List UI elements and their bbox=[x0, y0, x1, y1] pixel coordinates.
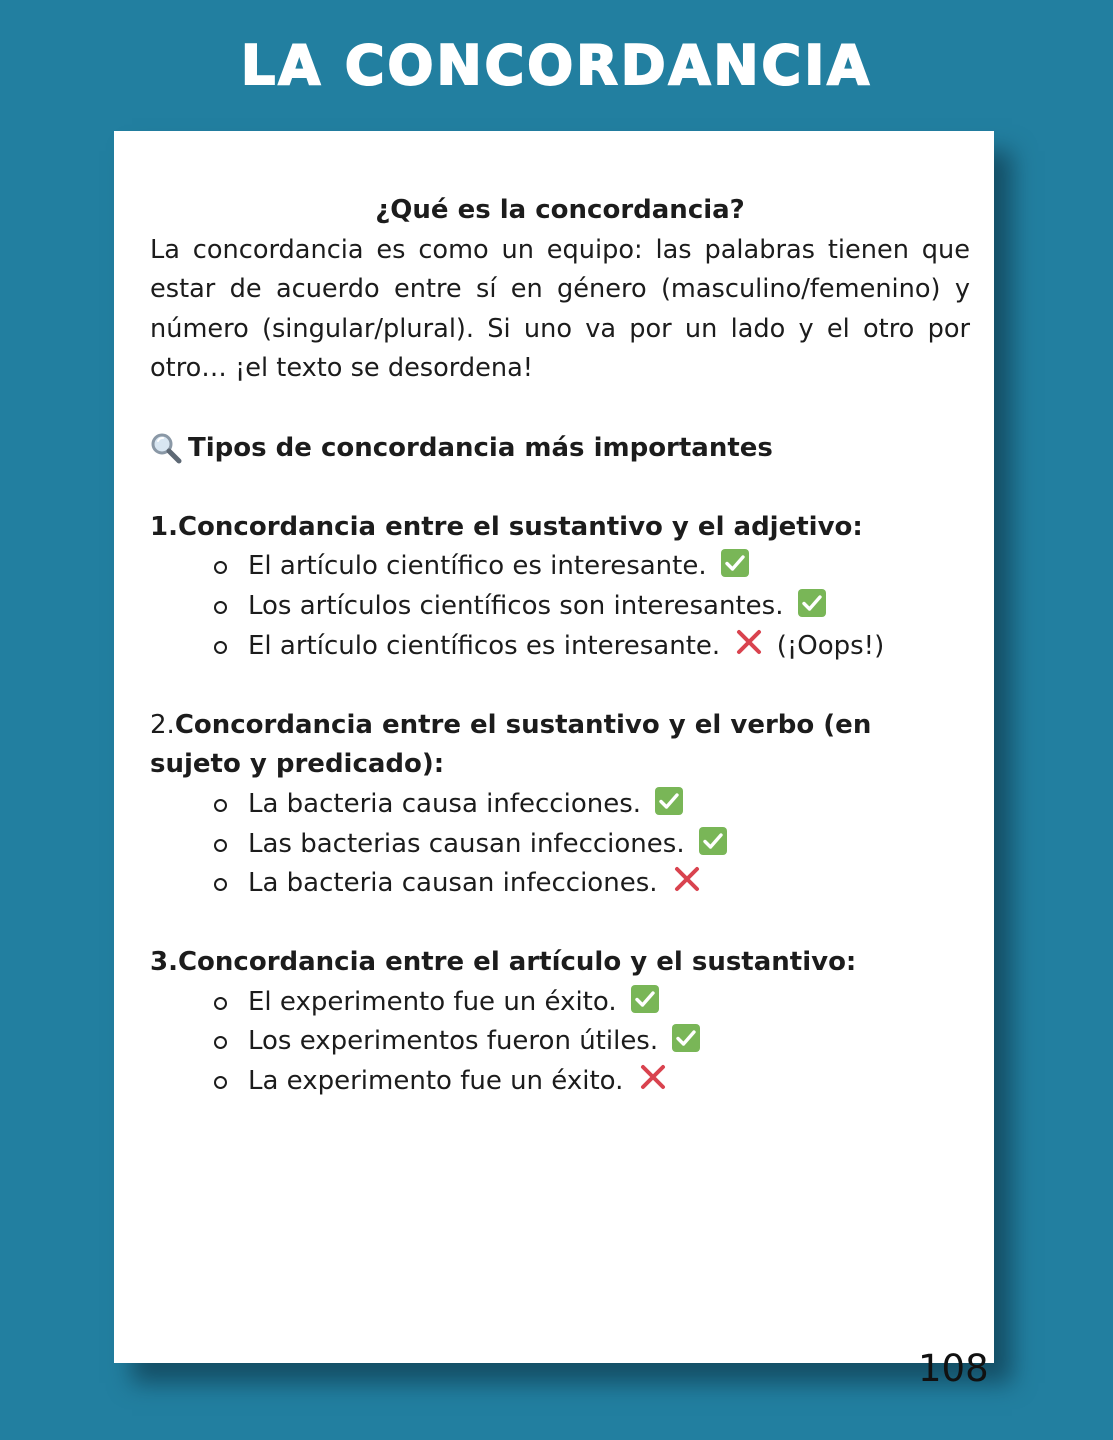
list-item bbox=[212, 864, 970, 904]
list-item bbox=[212, 785, 970, 825]
example-text: Los experimentos fueron útiles. bbox=[248, 1026, 659, 1057]
list-item bbox=[212, 825, 970, 865]
list-item bbox=[212, 587, 970, 627]
types-heading-text: Tipos de concordancia más importantes bbox=[188, 432, 773, 463]
bullet-icon bbox=[214, 878, 227, 891]
section-1-title: Concordancia entre el sustantivo y el adjetivo: bbox=[177, 511, 863, 542]
check-mark-icon bbox=[798, 589, 826, 617]
section-3-examples bbox=[150, 983, 970, 1102]
section-2-title: Concordancia entre el sustantivo y el verbo (en sujeto y predicado): bbox=[150, 709, 872, 780]
bullet-icon bbox=[214, 641, 227, 654]
list-item bbox=[212, 1022, 970, 1062]
example-text: La experimento fue un éxito. bbox=[248, 1066, 624, 1097]
example-text: Las bacterias causan infecciones. bbox=[248, 828, 685, 859]
magnifying-glass-icon bbox=[150, 430, 184, 466]
cross-mark-icon bbox=[734, 627, 764, 657]
list-item bbox=[212, 983, 970, 1023]
section-2-heading bbox=[150, 706, 970, 785]
page-number: 108 bbox=[918, 1347, 989, 1390]
example-text: La bacteria causan infecciones. bbox=[248, 868, 658, 899]
section-3-heading bbox=[150, 943, 970, 983]
example-text: El artículo científico es interesante. bbox=[248, 551, 707, 582]
page-title: LA CONCORDANCIA bbox=[240, 34, 873, 97]
check-mark-icon bbox=[721, 549, 749, 577]
section-3-title: Concordancia entre el artículo y el sustantivo: bbox=[177, 947, 857, 978]
bullet-icon bbox=[214, 997, 227, 1010]
bullet-icon bbox=[214, 561, 227, 574]
check-mark-icon bbox=[699, 827, 727, 855]
check-mark-icon bbox=[631, 985, 659, 1013]
bullet-icon bbox=[214, 839, 227, 852]
section-1-heading bbox=[150, 508, 970, 548]
list-item bbox=[212, 627, 970, 667]
section-2-number: 2. bbox=[150, 709, 175, 740]
example-text: El artículo científicos es interesante. bbox=[248, 630, 721, 661]
bullet-icon bbox=[214, 1036, 227, 1049]
oops-note: (¡Oops!) bbox=[776, 630, 885, 661]
check-mark-icon bbox=[672, 1024, 700, 1052]
cross-mark-icon bbox=[672, 864, 702, 894]
bullet-icon bbox=[214, 601, 227, 614]
types-heading bbox=[150, 429, 970, 469]
section-2-examples bbox=[150, 785, 970, 904]
bullet-icon bbox=[214, 1076, 227, 1089]
document-page bbox=[114, 131, 994, 1363]
section-3-number: 3. bbox=[150, 947, 178, 978]
list-item bbox=[212, 547, 970, 587]
intro-heading: ¿Qué es la concordancia? bbox=[375, 195, 745, 225]
check-mark-icon bbox=[655, 787, 683, 815]
bullet-icon bbox=[214, 799, 227, 812]
section-1-examples bbox=[150, 547, 970, 666]
example-text: Los artículos científicos son interesantes. bbox=[248, 590, 784, 621]
example-text: El experimento fue un éxito. bbox=[248, 986, 617, 1017]
list-item bbox=[212, 1062, 970, 1102]
cross-mark-icon bbox=[638, 1062, 668, 1092]
page-content bbox=[150, 191, 970, 1102]
example-text: La bacteria causa infecciones. bbox=[248, 788, 642, 819]
section-1-number: 1. bbox=[150, 511, 178, 542]
intro-paragraph: La concordancia es como un equipo: las palabras tienen que estar de acuerdo entre sí en género (masculino/femenino) y número (singular/plural). Si uno va por un lado y el otro por otro… ¡el texto se desordena! bbox=[150, 234, 970, 384]
